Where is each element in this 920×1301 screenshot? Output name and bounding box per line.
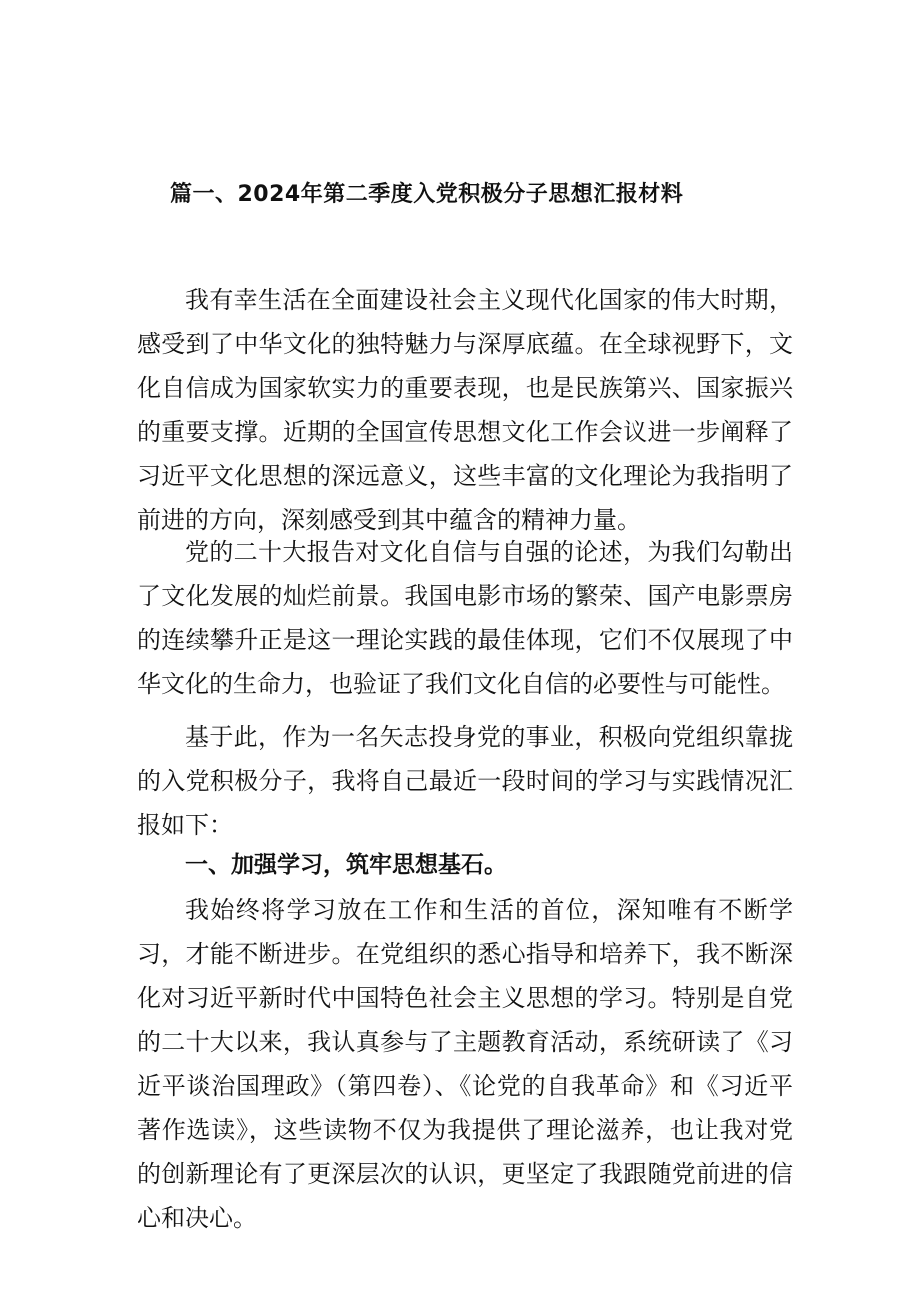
section-heading-study: 一、加强学习，筑牢思想基石。 xyxy=(185,852,507,878)
paragraph-party-congress: 党的二十大报告对文化自信与自强的论述，为我们勾勒出了文化发展的灿烂前景。我国电影市场的繁荣、国产电影票房的连续攀升正是这一理论实践的最佳体现，它们不仅展现了中华文化的生命力，也验证了我们文化自信的必要性与可能性。 xyxy=(137,538,793,698)
document-title: 篇一、2024年第二季度入党积极分子思想汇报材料 xyxy=(170,182,684,207)
paragraph-report-lead: 基于此，作为一名矢志投身党的事业，积极向党组织靠拢的入党积极分子，我将自己最近一段时间的学习与实践情况汇报如下： xyxy=(137,723,793,839)
paragraph-study: 我始终将学习放在工作和生活的首位，深知唯有不断学习，才能不断进步。在党组织的悉心指导和培养下，我不断深化对习近平新时代中国特色社会主义思想的学习。特别是自党的二十大以来，我认真参与了主题教育活动，系统研读了《习近平谈治国理政》（第四卷）、《论党的自我革命》和《习近平著作选读》，这些读物不仅为我提供了理论滋养，也让我对党的创新理论有了更深层次的认识，更坚定了我跟随党前进的信心和决心。 xyxy=(137,896,793,1232)
paragraph-intro: 我有幸生活在全面建设社会主义现代化国家的伟大时期，感受到了中华文化的独特魅力与深厚底蕴。在全球视野下，文化自信成为国家软实力的重要表现，也是民族第兴、国家振兴的重要支撑。近期的全国宣传思想文化工作会议进一步阐释了习近平文化思想的深远意义，这些丰富的文化理论为我指明了前进的方向，深刻感受到其中蕴含的精神力量。 xyxy=(137,286,793,534)
